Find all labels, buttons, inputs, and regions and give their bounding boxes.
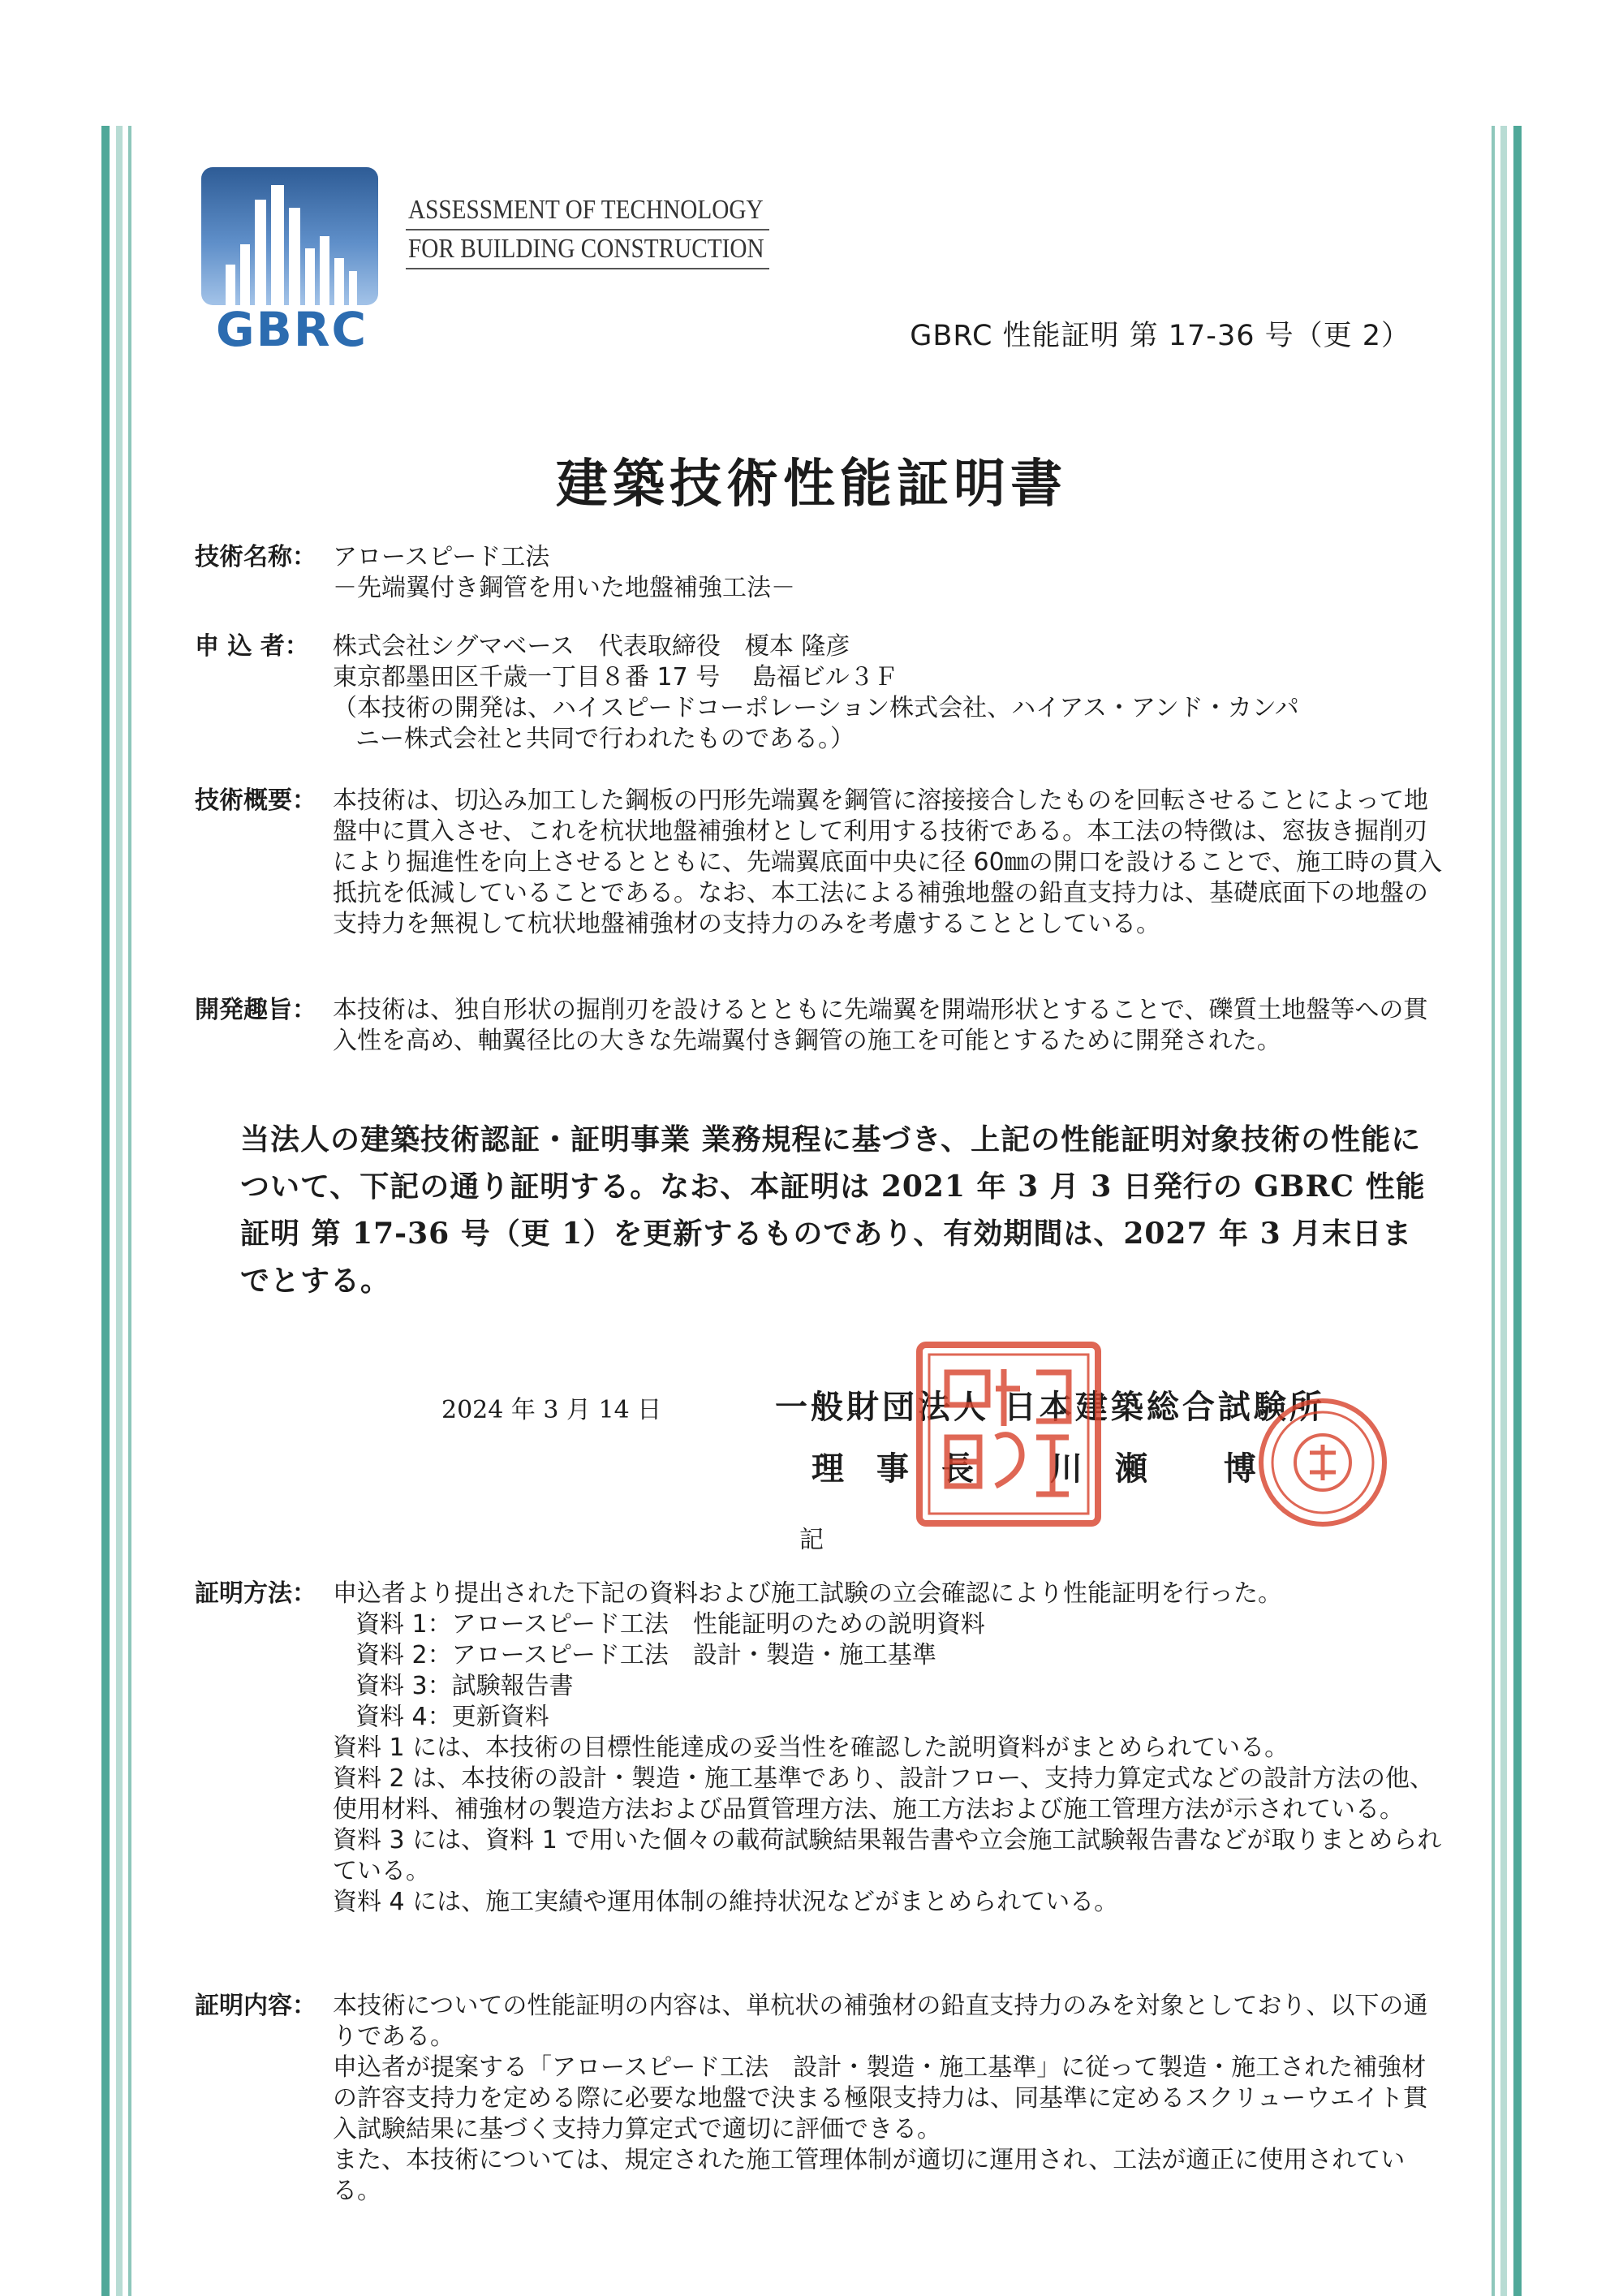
applicant-address: 東京都墨田区千歳一丁目８番 17 号 島福ビル３Ｆ: [333, 663, 898, 691]
signer-name: 理事長 川瀬 博: [812, 1450, 1289, 1488]
building-skyline-icon: [201, 167, 378, 305]
purpose-section: [195, 995, 1444, 1057]
applicant-section: [195, 631, 1444, 755]
material-item: 資料 3：試験報告書: [355, 1672, 574, 1700]
method-section: [195, 1579, 1444, 1918]
method-note: 資料 3 には、資料 1 で用いた個々の載荷試験結果報告書や立会施工試験報告書などが取りまとめられている。: [333, 1826, 1442, 1885]
org-name-line2: FOR BUILDING CONSTRUCTION: [408, 234, 764, 264]
tech-name-value: アロースピード工法: [333, 543, 550, 571]
org-name-line1: ASSESSMENT OF TECHNOLOGY: [408, 195, 764, 225]
logo-text: GBRC: [216, 302, 368, 357]
content-paragraph: 本技術についての性能証明の内容は、単杭状の補強材の鉛直支持力のみを対象としており、以下の通りである。: [333, 1992, 1428, 2051]
content-label: 証明内容：: [195, 1992, 316, 2020]
method-intro: 申込者より提出された下記の資料および施工試験の立会確認により性能証明を行った。: [333, 1579, 1282, 1608]
tech-name-subtitle: －先端翼付き鋼管を用いた地盤補強工法－: [333, 574, 795, 602]
applicant-note-line1: （本技術の開発は、ハイスピードコーポレーション株式会社、ハイアス・アンド・カンパ: [333, 694, 1299, 722]
content-paragraph: また、本技術については、規定された施工管理体制が適切に運用され、工法が適正に使用されている。: [333, 2146, 1406, 2205]
applicant-label: 申 込 者：: [195, 632, 309, 661]
purpose-text: 本技術は、独自形状の掘削刃を設けるとともに先端翼を開端形状とすることで、礫質土地盤等への貫入性を高め、軸翼径比の大きな先端翼付き鋼管の施工を可能とするために開発された。: [333, 996, 1428, 1055]
tech-name-label: 技術名称：: [195, 543, 316, 571]
material-item: 資料 2：アロースピード工法 設計・製造・施工基準: [355, 1641, 936, 1669]
purpose-label: 開発趣旨：: [195, 996, 316, 1024]
personal-seal-stamp: [1256, 1396, 1390, 1530]
content-section: [195, 1991, 1444, 2207]
statement-text: 当法人の建築技術認証・証明事業 業務規程に基づき、上記の性能証明対象技術の性能について、下記の通り証明する。なお、本証明は 2021 年 3 月 3 日発行の GBRC 性能証明 第 17-36 号（更 1）を更新するものであり、有効期間は、2027 年 3 月末日までとする。: [240, 1122, 1426, 1298]
issue-date: 2024 年 3 月 14 日: [441, 1396, 662, 1424]
summary-section: [195, 786, 1444, 940]
applicant-note-line2: ニー株式会社と共同で行われたものである。）: [355, 725, 855, 753]
method-note: 資料 4 には、施工実績や運用体制の維持状況などがまとめられている。: [333, 1888, 1119, 1916]
method-note: 資料 2 は、本技術の設計・製造・施工基準であり、設計フロー、支持力算定式などの設計方法の他、使用材料、補強材の製造方法および品質管理方法、施工方法および施工管理方法が示されている。: [333, 1764, 1434, 1824]
document-title: 建築技術性能証明書: [556, 454, 1067, 515]
summary-text: 本技術は、切込み加工した鋼板の円形先端翼を鋼管に溶接接合したものを回転させることによって地盤中に貫入させ、これを杭状地盤補強材として利用する技術である。本工法の特徴は、窓抜き掘削刃により掘進性を向上させるとともに、先端翼底面中央に径 60㎜の開口を設けることで、施工時の貫入抵抗を低減していることである。なお、本工法による補強地盤の鉛直支持力は、基礎底面下の地盤の支持力を無視して杭状地盤補強材の支持力のみを考慮することとしている。: [333, 786, 1443, 938]
issuer-name: 一般財団法人 日本建築総合試験所: [775, 1388, 1325, 1426]
certificate-number: GBRC 性能証明 第 17-36 号（更 2）: [910, 320, 1410, 352]
certification-statement: [195, 1116, 1428, 1304]
material-item: 資料 4：更新資料: [355, 1703, 549, 1731]
method-note: 資料 1 には、本技術の目標性能達成の妥当性を確認した説明資料がまとめられている。: [333, 1734, 1289, 1762]
tech-name-section: [195, 542, 1444, 604]
summary-label: 技術概要：: [195, 786, 316, 815]
method-label: 証明方法：: [195, 1579, 316, 1608]
ki-marker: 記: [799, 1526, 824, 1554]
material-item: 資料 1：アロースピード工法 性能証明のための説明資料: [355, 1610, 985, 1639]
applicant-name: 株式会社シグマベース 代表取締役 榎本 隆彦: [333, 632, 850, 661]
content-paragraph: 申込者が提案する「アロースピード工法 設計・製造・施工基準」に従って製造・施工された補強材の許容支持力を定める際に必要な地盤で決まる極限支持力は、同基準に定めるスクリューウエイト貫入試験結果に基づく支持力算定式で適切に評価できる。: [333, 2053, 1428, 2143]
gbrc-logo: [201, 167, 380, 357]
official-seal-stamp: [915, 1340, 1103, 1528]
org-name: [408, 191, 764, 269]
